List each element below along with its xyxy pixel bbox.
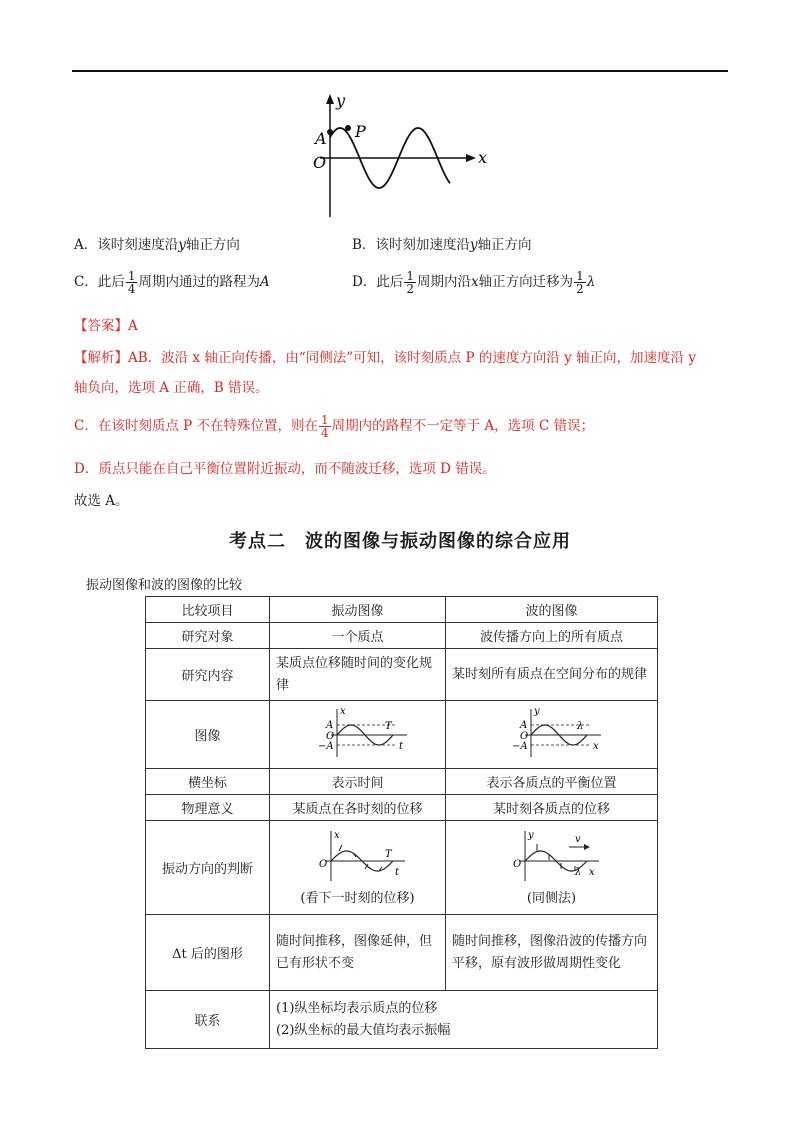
wave-lambda-label: λ: [576, 720, 583, 732]
row-item: 物理意义: [146, 795, 270, 821]
vib-x-label: x: [339, 705, 346, 717]
table-row: [146, 769, 658, 795]
y-label: y: [336, 92, 346, 110]
wave-direction-graph: [497, 829, 607, 883]
row-item: 振动方向的判断: [146, 821, 270, 915]
row-item: 图像: [146, 701, 270, 769]
link-line-1: (1)纵坐标均表示质点的位移: [276, 1000, 438, 1016]
row-wave: 随时间推移，图像沿波的传播方向平移，原有波形做周期性变化: [446, 915, 658, 991]
A-label: A: [315, 129, 327, 148]
analysis-ab: [74, 348, 734, 368]
option-A-var: y: [178, 237, 186, 253]
wave-A-label: A: [519, 719, 527, 731]
analysis-c-prefix: C．在该时刻质点 P 不在特殊位置，则在: [74, 418, 318, 434]
row-item: 研究对象: [146, 623, 270, 649]
row-vib: 表示时间: [270, 769, 446, 795]
row-wave: 表示各质点的平衡位置: [446, 769, 658, 795]
vib-dir-x-label: x: [333, 830, 340, 841]
frac-denominator: 4: [321, 426, 329, 440]
row-item: 研究内容: [146, 649, 270, 701]
table-row: [146, 701, 658, 769]
analysis-c-suffix: 周期内的路程不一定等于 A，选项 C 错误；: [331, 418, 595, 434]
row-wave: 某时刻各质点的位移: [446, 795, 658, 821]
row-item: 横坐标: [146, 769, 270, 795]
table-caption: 振动图像和波的图像的比较: [86, 578, 243, 593]
link-line-2: (2)纵坐标的最大值均表示振幅: [276, 1022, 451, 1038]
point-A: [327, 129, 333, 135]
option-B: [352, 235, 532, 255]
table-header-row: [146, 597, 658, 623]
answer: [74, 316, 138, 336]
header-wave: 波的图像: [446, 597, 658, 623]
vib-dir-T-label: T: [384, 849, 392, 860]
row-wave: 某时刻所有质点在空间分布的规律: [446, 649, 658, 701]
x-axis-arrow: [466, 154, 476, 162]
option-D-lambda: λ: [586, 274, 596, 290]
vibration-graph: [303, 705, 413, 761]
answer-value: A: [128, 318, 138, 334]
wave-dir-y-label: y: [527, 830, 534, 841]
option-B-prefix: B．该时刻加速度沿: [352, 237, 470, 253]
option-A: [74, 235, 240, 255]
top-rule: [72, 70, 728, 72]
row-wave: 波传播方向上的所有质点: [446, 623, 658, 649]
option-C: [74, 270, 270, 295]
row-item: 联系: [146, 991, 270, 1049]
option-C-mid: 周期内通过的路程为: [138, 274, 260, 290]
vib-t-label: t: [398, 740, 403, 752]
analysis-c: [74, 414, 594, 439]
wave-figure: [300, 92, 500, 222]
option-A-suffix: 轴正方向: [185, 237, 240, 253]
vib-graph-cell: [270, 701, 446, 769]
option-D-mid2: 轴正方向迁移为: [478, 274, 574, 290]
motion-arrows: [339, 845, 382, 871]
comparison-table: [145, 596, 658, 1049]
answer-label: 【答案】: [74, 318, 128, 334]
option-B-suffix: 轴正方向: [477, 237, 532, 253]
row-vib: 某质点在各时刻的位移: [270, 795, 446, 821]
wave-dir-v-label: v: [574, 834, 581, 845]
option-C-prefix: C．此后: [74, 274, 125, 290]
wave-graph: [497, 705, 607, 761]
wave-x-label: x: [592, 740, 599, 752]
vib-direction-cell: [270, 821, 446, 915]
vib-A-label: A: [325, 719, 333, 731]
wave-dir-x-label: x: [588, 867, 595, 878]
vib-T-label: T: [384, 720, 392, 732]
option-B-var: y: [469, 237, 478, 253]
frac-denominator: 2: [576, 282, 584, 296]
table-row: [146, 623, 658, 649]
table-row: [146, 991, 658, 1049]
link-cell: [270, 991, 658, 1049]
option-C-fraction: [126, 270, 138, 295]
analysis-c-fraction: [319, 414, 331, 439]
wave-dir-lambda-label: λ: [574, 867, 581, 878]
analysis-ab-line2: 轴负向，选项 A 正确，B 错误。: [74, 380, 269, 396]
conclusion: 故选 A。: [74, 493, 129, 509]
wave-direction-cell: [446, 821, 658, 915]
header-item: 比较项目: [146, 597, 270, 623]
table-row: [146, 649, 658, 701]
velocity-arrowhead: [584, 844, 590, 850]
frac-denominator: 4: [127, 282, 136, 296]
vib-negA-label: −A: [317, 740, 334, 752]
option-A-prefix: A．该时刻速度沿: [74, 237, 179, 253]
frac-denominator: 2: [406, 282, 414, 296]
motion-arrows: [537, 844, 575, 871]
option-C-var: A: [259, 274, 270, 290]
table-row: [146, 915, 658, 991]
option-D-var: x: [470, 274, 479, 290]
analysis-d: D．质点只能在自己平衡位置附近振动，而不随波迁移，选项 D 错误。: [74, 461, 496, 477]
wave-y-label: y: [533, 705, 540, 717]
option-D-fraction-2: [574, 270, 586, 295]
O-label: O: [313, 153, 327, 172]
header-vib: 振动图像: [270, 597, 446, 623]
option-D-mid: 周期内沿: [416, 274, 471, 290]
y-axis-arrow: [326, 94, 334, 104]
table-row: [146, 795, 658, 821]
vib-direction-graph: [303, 829, 413, 883]
row-vib: 某质点位移随时间的变化规律: [270, 649, 446, 701]
x-label: x: [478, 148, 488, 167]
analysis-line1: AB．波沿 x 轴正向传播，由“同侧法”可知，该时刻质点 P 的速度方向沿 y 轴正向，加速度沿 y: [128, 350, 696, 366]
wave-O-label: O: [519, 730, 528, 742]
frac-numerator: 1: [127, 269, 136, 283]
frac-numerator: 1: [321, 413, 329, 427]
vib-dir-t-label: t: [394, 867, 399, 878]
vib-direction-note: (看下一时刻的位移): [300, 891, 415, 906]
frac-numerator: 1: [406, 269, 414, 283]
vib-dir-O-label: O: [318, 859, 327, 870]
wave-graph-cell: [446, 701, 658, 769]
option-D-fraction: [404, 270, 416, 295]
option-D: [352, 270, 595, 295]
section-title: 考点二 波的图像与振动图像的综合应用: [229, 531, 571, 552]
wave-negA-label: −A: [511, 740, 528, 752]
row-vib: 随时间推移，图像延伸，但已有形状不变: [270, 915, 446, 991]
frac-numerator: 1: [576, 269, 584, 283]
row-item: Δt 后的图形: [146, 915, 270, 991]
table-row: [146, 821, 658, 915]
wave-dir-O-label: O: [512, 859, 521, 870]
option-D-prefix: D．此后: [352, 274, 404, 290]
wave-direction-note: (同侧法): [526, 891, 577, 906]
vib-O-label: O: [325, 730, 334, 742]
analysis-label: 【解析】: [74, 350, 128, 366]
point-P: [345, 125, 351, 131]
row-vib: 一个质点: [270, 623, 446, 649]
P-label: P: [355, 122, 366, 141]
